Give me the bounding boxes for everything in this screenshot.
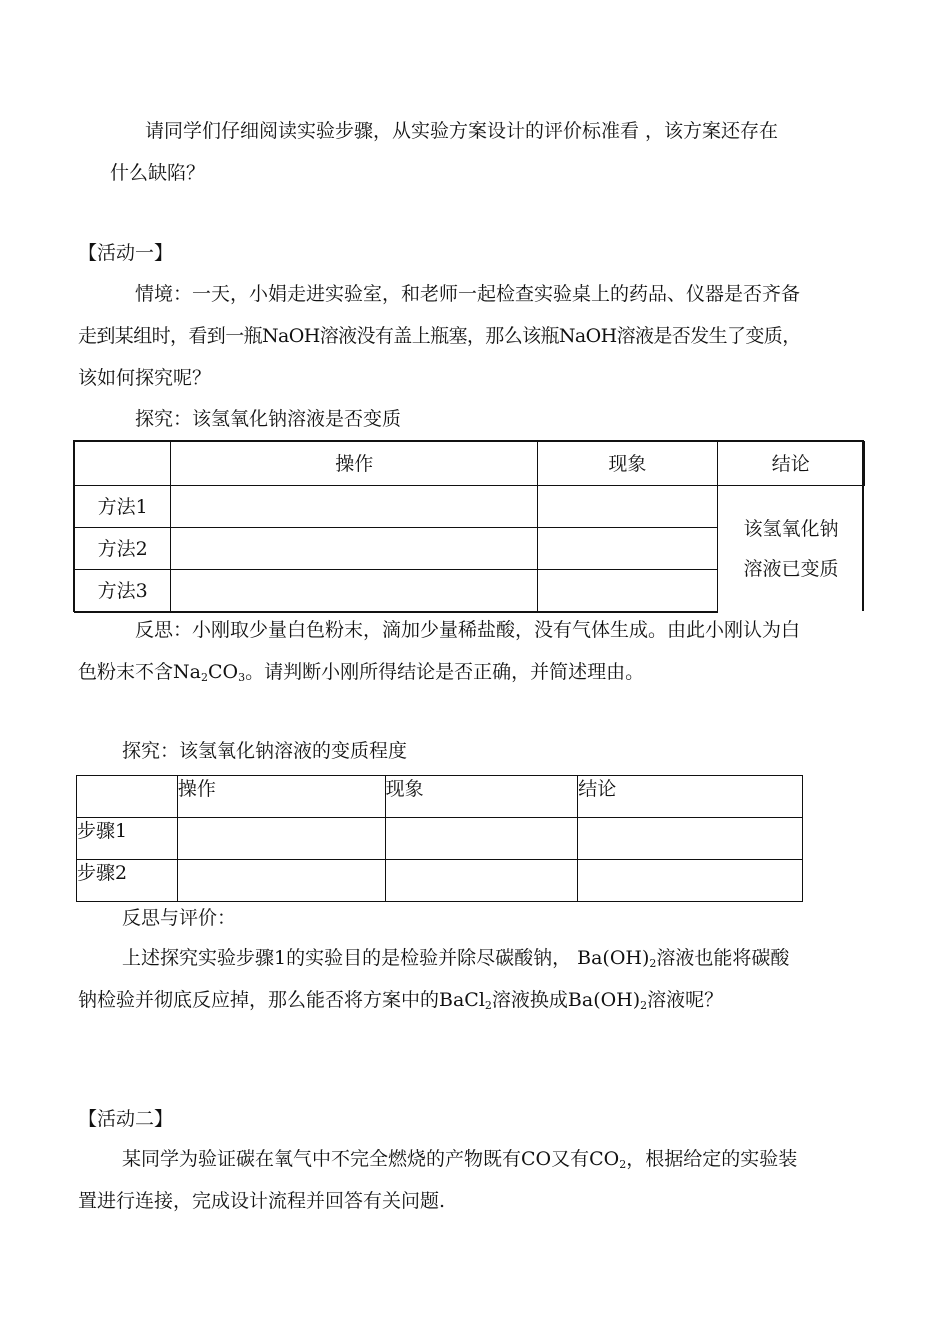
table-header-blank [75, 442, 171, 486]
scenario-line-3: 该如何探究呢？ [78, 367, 212, 389]
table-cell[interactable] [177, 860, 385, 902]
scenario-line-2: 走到某组时，看到一瓶NaOH溶液没有盖上瓶塞，那么该瓶NaOH溶液是否发生了变质， [78, 325, 801, 347]
explore1-title: 探究：该氢氧化钠溶液是否变质 [135, 408, 402, 430]
intro-line-1: 请同学们仔细阅读实验步骤，从实验方案设计的评价标准看 ，该方案还存在 [145, 120, 779, 142]
row-label: 方法3 [75, 570, 171, 613]
row-label: 步骤1 [77, 818, 178, 860]
table-cell[interactable] [578, 860, 803, 902]
table-header-phenomenon: 现象 [385, 776, 578, 818]
table-header-phenomenon: 现象 [538, 442, 717, 486]
table-header-operation: 操作 [177, 776, 385, 818]
activity2-heading: 【活动二】 [78, 1108, 174, 1130]
table-cell[interactable] [171, 486, 538, 528]
table-cell[interactable] [177, 818, 385, 860]
activity2-line-2: 置进行连接，完成设计流程并回答有关问题. [78, 1190, 446, 1212]
eval-line-2: 钠检验并彻底反应掉，那么能否将方案中的BaCl$_2$溶液换成$Ba(OH)_2$溶液呢？ [78, 989, 724, 1012]
deterioration-degree-table [76, 775, 803, 902]
table-header-row [77, 776, 803, 818]
eval-line-1: 上述探究实验步骤1的实验目的是检验并除尽碳酸钠， $Ba(OH)_2$溶液也能将碳酸 [122, 947, 790, 970]
intro-line-2: 什么缺陷？ [110, 162, 206, 184]
explore2-title: 探究：该氢氧化钠溶液的变质程度 [122, 740, 408, 762]
deterioration-check-table [74, 441, 865, 613]
reflect-line-1: 反思：小刚取少量白色粉末，滴加少量稀盐酸，没有气体生成。由此小刚认为白 [135, 619, 801, 641]
table-cell[interactable] [385, 860, 578, 902]
table-header-conclusion: 结论 [717, 442, 864, 486]
conclusion-line-1: 该氢氧化钠 [743, 518, 839, 540]
table-cell[interactable] [538, 570, 717, 613]
table-header-conclusion: 结论 [578, 776, 803, 818]
table-cell[interactable] [538, 528, 717, 570]
table-header-row [75, 442, 865, 486]
table-right-border [862, 441, 864, 611]
activity1-heading: 【活动一】 [78, 242, 174, 264]
scenario-line-1: 情境：一天，小娟走进实验室，和老师一起检查实验桌上的药品、仪器是否齐备 [135, 283, 801, 305]
table-header-operation: 操作 [171, 442, 538, 486]
table-header-blank [77, 776, 178, 818]
table-top-border [73, 440, 864, 442]
row-label: 方法1 [75, 486, 171, 528]
eval-title: 反思与评价： [122, 907, 237, 929]
table-row [77, 860, 803, 902]
table-cell[interactable] [171, 570, 538, 613]
table-cell[interactable] [538, 486, 717, 528]
conclusion-line-2: 溶液已变质 [743, 558, 839, 580]
table-cell[interactable] [578, 818, 803, 860]
table-cell[interactable] [385, 818, 578, 860]
table-cell[interactable] [171, 528, 538, 570]
row-label: 方法2 [75, 528, 171, 570]
table-left-border [73, 441, 75, 612]
conclusion-cell [717, 486, 864, 613]
row-label: 步骤2 [77, 860, 178, 902]
table-row [75, 486, 865, 528]
table-row [77, 818, 803, 860]
reflect-line-2: 色粉末不含$Na_2CO_3$。请判断小刚所得结论是否正确，并简述理由。 [78, 661, 645, 684]
activity2-line-1: 某同学为验证碳在氧气中不完全燃烧的产物既有CO又有$CO_2$，根据给定的实验装 [122, 1148, 798, 1171]
